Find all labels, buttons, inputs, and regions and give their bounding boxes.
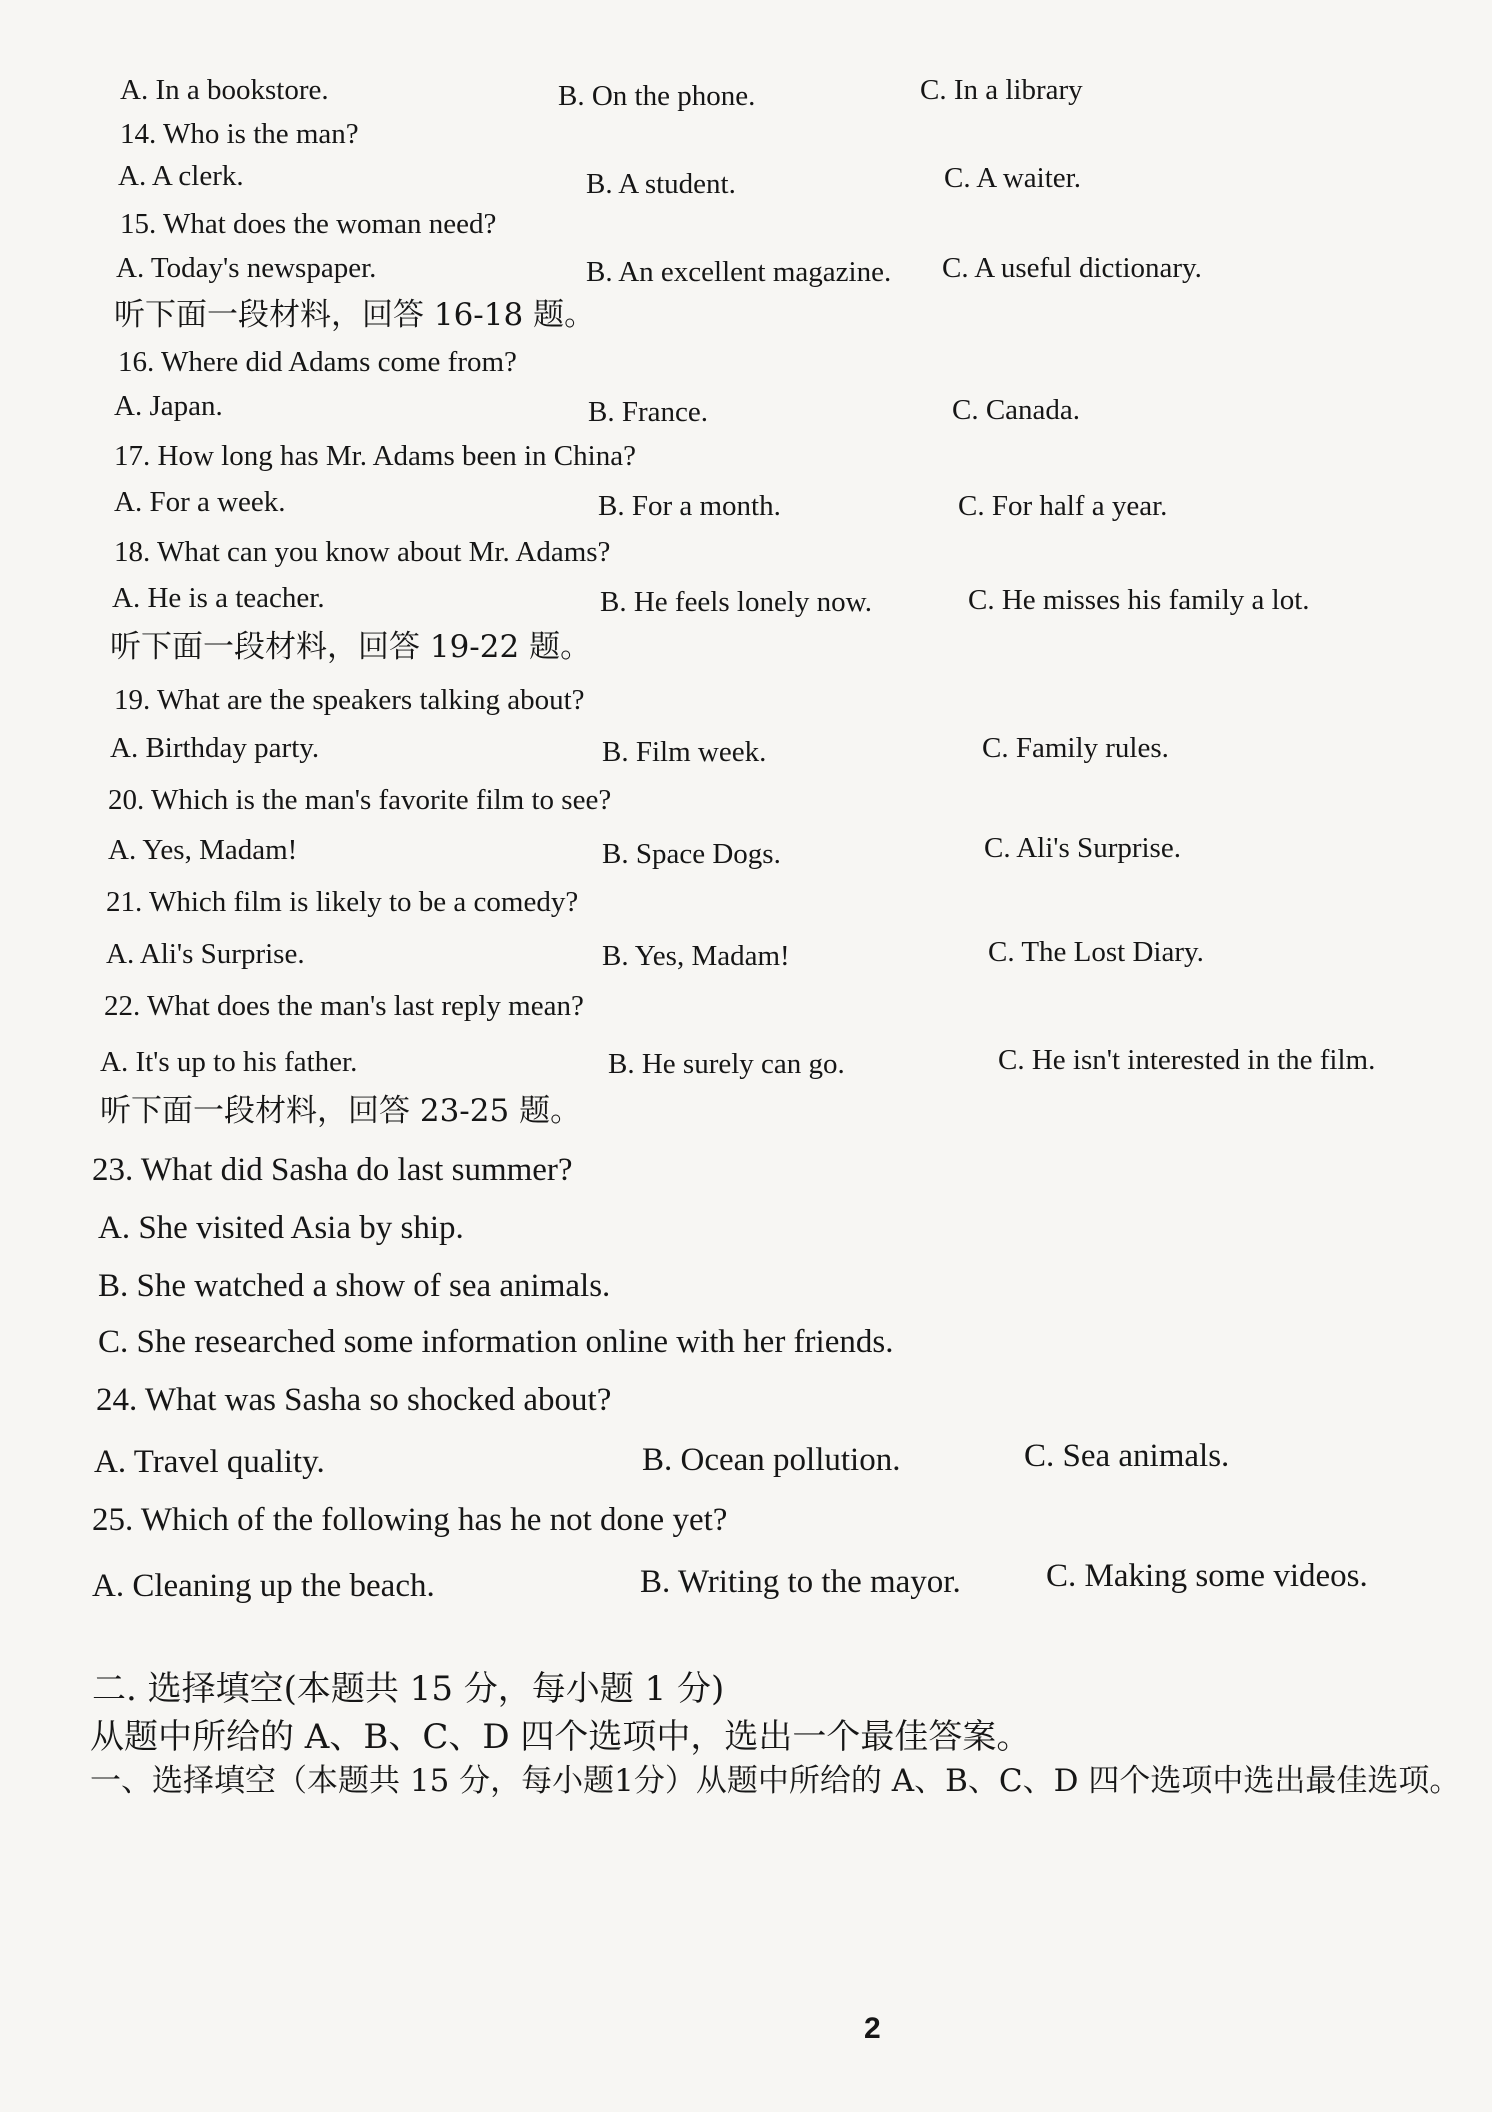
question-18: 18. What can you know about Mr. Adams? — [114, 536, 611, 568]
option-19b: B. Film week. — [602, 736, 767, 768]
section-2-handwritten-note: 一、选择填空（本题共 15 分，每小题1分）从题中所给的 A、B、C、D 四个选项中选出最佳选项。 — [90, 1763, 1461, 1799]
option-17b: B. For a month. — [598, 490, 781, 522]
option-16b: B. France. — [588, 396, 708, 428]
option-23c: C. She researched some information online with her friends. — [98, 1324, 894, 1360]
option-13c: C. In a library — [920, 74, 1083, 106]
question-16: 16. Where did Adams come from? — [118, 346, 517, 378]
option-23b: B. She watched a show of sea animals. — [98, 1268, 611, 1304]
option-18c: C. He misses his family a lot. — [968, 584, 1310, 616]
option-22a: A. It's up to his father. — [100, 1046, 358, 1078]
option-24b: B. Ocean pollution. — [642, 1442, 901, 1478]
option-20c: C. Ali's Surprise. — [984, 832, 1181, 864]
option-21b: B. Yes, Madam! — [602, 940, 790, 972]
option-15a: A. Today's newspaper. — [116, 252, 377, 284]
option-22c: C. He isn't interested in the film. — [998, 1044, 1376, 1076]
option-21a: A. Ali's Surprise. — [106, 938, 305, 970]
option-15b: B. An excellent magazine. — [586, 256, 892, 288]
option-19c: C. Family rules. — [982, 732, 1169, 764]
option-14a: A. A clerk. — [118, 160, 244, 192]
option-24c: C. Sea animals. — [1024, 1438, 1230, 1474]
option-16a: A. Japan. — [114, 390, 223, 422]
page-number: 2 — [864, 2012, 881, 2045]
option-23a: A. She visited Asia by ship. — [98, 1210, 464, 1246]
question-15: 15. What does the woman need? — [120, 208, 497, 240]
option-25c: C. Making some videos. — [1046, 1558, 1368, 1594]
option-21c: C. The Lost Diary. — [988, 936, 1204, 968]
question-24: 24. What was Sasha so shocked about? — [96, 1382, 612, 1418]
section-2-instruction: 从题中所给的 A、B、C、D 四个选项中，选出一个最佳答案。 — [90, 1717, 1031, 1757]
listening-heading-19-22: 听下面一段材料，回答 19-22 题。 — [110, 629, 592, 665]
question-14: 14. Who is the man? — [120, 118, 359, 150]
option-22b: B. He surely can go. — [608, 1048, 845, 1080]
option-20a: A. Yes, Madam! — [108, 834, 298, 866]
listening-heading-16-18: 听下面一段材料，回答 16-18 题。 — [114, 297, 596, 333]
option-17c: C. For half a year. — [958, 490, 1168, 522]
listening-heading-23-25: 听下面一段材料，回答 23-25 题。 — [100, 1093, 582, 1129]
question-23: 23. What did Sasha do last summer? — [92, 1152, 573, 1188]
question-21: 21. Which film is likely to be a comedy? — [106, 886, 579, 918]
option-14c: C. A waiter. — [944, 162, 1081, 194]
option-14b: B. A student. — [586, 168, 736, 200]
question-25: 25. Which of the following has he not done yet? — [92, 1502, 728, 1538]
option-20b: B. Space Dogs. — [602, 838, 781, 870]
option-25b: B. Writing to the mayor. — [640, 1564, 961, 1600]
option-13b: B. On the phone. — [558, 80, 756, 112]
option-18b: B. He feels lonely now. — [600, 586, 872, 618]
question-20: 20. Which is the man's favorite film to see? — [108, 784, 612, 816]
option-24a: A. Travel quality. — [94, 1444, 325, 1480]
option-17a: A. For a week. — [114, 486, 286, 518]
option-13a: A. In a bookstore. — [120, 74, 329, 106]
question-19: 19. What are the speakers talking about? — [114, 684, 585, 716]
option-19a: A. Birthday party. — [110, 732, 320, 764]
option-18a: A. He is a teacher. — [112, 582, 325, 614]
section-2-title: 二. 选择填空(本题共 15 分，每小题 1 分) — [92, 1669, 725, 1709]
option-25a: A. Cleaning up the beach. — [92, 1568, 435, 1604]
option-15c: C. A useful dictionary. — [942, 252, 1202, 284]
option-16c: C. Canada. — [952, 394, 1081, 426]
question-17: 17. How long has Mr. Adams been in China? — [114, 440, 636, 472]
question-22: 22. What does the man's last reply mean? — [104, 990, 584, 1022]
